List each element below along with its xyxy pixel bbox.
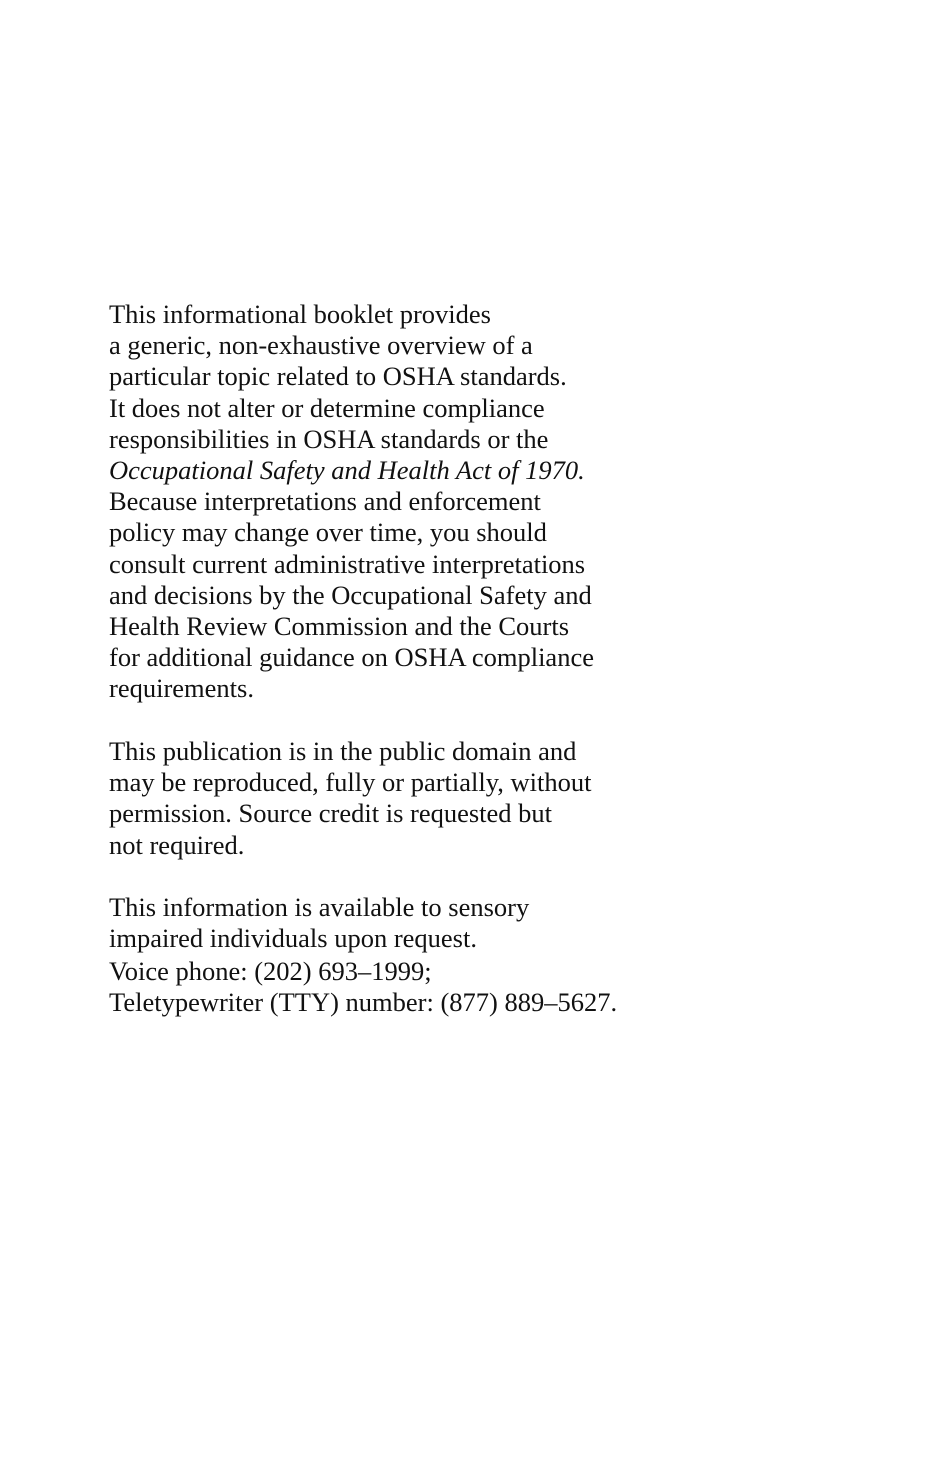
text-line: policy may change over time, you should: [109, 517, 547, 548]
text-line: requirements.: [109, 673, 254, 704]
text-line: consult current administrative interpretations: [109, 548, 586, 579]
contact-info: [109, 956, 617, 1018]
text-line: a generic, non-exhaustive overview of a: [109, 330, 533, 361]
tty-number: Teletypewriter (TTY) number: (877) 889–5627.: [109, 987, 618, 1018]
text-line: and decisions by the Occupational Safety and: [109, 579, 592, 610]
text-line: impaired individuals upon request.: [109, 923, 477, 954]
voice-phone: Voice phone: (202) 693–1999;: [109, 956, 432, 986]
text-line: This publication is in the public domain and: [109, 736, 577, 766]
text-line: permission. Source credit is requested but: [109, 798, 553, 829]
text-line: for additional guidance on OSHA compliance: [109, 642, 594, 673]
text-line-italic: Occupational Safety and Health Act of 1970.: [109, 455, 585, 486]
public-domain-paragraph: [109, 736, 592, 861]
text-line: It does not alter or determine compliance: [109, 392, 545, 423]
text-line: Health Review Commission and the Courts: [109, 611, 570, 642]
text-line: This information is available to sensory: [109, 892, 530, 922]
accessibility-paragraph: [109, 892, 529, 954]
text-line: may be reproduced, fully or partially, without: [109, 767, 592, 798]
text-line: This informational booklet provides: [109, 299, 491, 329]
text-line: responsibilities in OSHA standards or the: [109, 423, 549, 454]
text-line: not required.: [109, 829, 245, 860]
disclaimer-paragraph: [109, 299, 594, 705]
text-line: particular topic related to OSHA standards.: [109, 361, 567, 392]
text-line: Because interpretations and enforcement: [109, 486, 541, 517]
